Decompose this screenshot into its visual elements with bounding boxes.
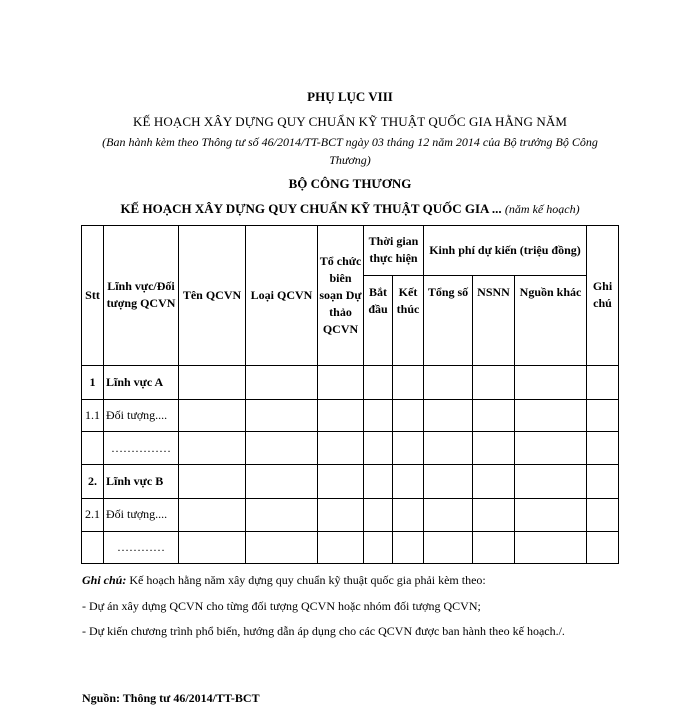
- row-field: Lĩnh vực B: [104, 464, 179, 498]
- row-field: Đối tượng....: [104, 400, 179, 432]
- header-row-1: [82, 226, 619, 276]
- row-stt: [82, 432, 104, 464]
- source-line: Nguồn: Thông tư 46/2014/TT-BCT: [82, 691, 260, 705]
- header-field: Lĩnh vực/Đối tượng QCVN: [104, 226, 179, 366]
- header-name: Tên QCVN: [179, 226, 246, 366]
- row-stt: 2.: [82, 464, 104, 498]
- plan-table: [81, 225, 619, 564]
- header-note: Ghi chú: [587, 226, 619, 366]
- table-row: [82, 432, 619, 464]
- header-org: Tổ chức biên soạn Dự thảo QCVN: [318, 226, 364, 366]
- header-other: Nguồn khác: [515, 275, 587, 365]
- row-stt: 2.1: [82, 499, 104, 531]
- plan-title: KẾ HOẠCH XÂY DỰNG QUY CHUẨN KỸ THUẬT QUỐC GIA HẰNG NĂM: [132, 114, 567, 129]
- table-row: [82, 464, 619, 498]
- header-nsnn: NSNN: [473, 275, 515, 365]
- header-end: Kết thúc: [393, 275, 424, 365]
- issued-note: (Ban hành kèm theo Thông tư số 46/2014/TT-BCT ngày 03 tháng 12 năm 2014 của Bộ trưởng Bộ Công Thương): [102, 135, 598, 167]
- header-budget: Kinh phí dự kiến (triệu đồng): [424, 226, 587, 276]
- form-title-main: KẾ HOẠCH XÂY DỰNG QUY CHUẨN KỸ THUẬT QUỐC GIA ...: [120, 201, 502, 216]
- table-row: [82, 400, 619, 432]
- row-stt: [82, 531, 104, 563]
- notes-line-1: Kế hoạch hằng năm xây dựng quy chuẩn kỹ thuật quốc gia phải kèm theo:: [129, 573, 486, 587]
- notes-label: Ghi chú:: [82, 573, 127, 587]
- ministry-name: BỘ CÔNG THƯƠNG: [288, 176, 412, 191]
- notes-intro: [82, 571, 622, 589]
- table-row: [82, 365, 619, 399]
- appendix-title: PHỤ LỤC VIII: [307, 89, 393, 104]
- notes-line-2: - Dự án xây dựng QCVN cho từng đối tượng QCVN hoặc nhóm đối tượng QCVN;: [82, 599, 481, 613]
- row-stt: 1: [82, 365, 104, 399]
- header-type: Loại QCVN: [246, 226, 318, 366]
- notes-line-3: - Dự kiến chương trình phổ biến, hướng dẫn áp dụng cho các QCVN được ban hành theo kế hoạch./.: [82, 624, 565, 638]
- table-row: [82, 531, 619, 563]
- table-row: [82, 499, 619, 531]
- form-title-suffix: (năm kế hoạch): [504, 202, 580, 216]
- row-field: ……………: [104, 432, 179, 464]
- form-title: [80, 201, 620, 217]
- row-field: Lĩnh vực A: [104, 365, 179, 399]
- header-total: Tổng số: [424, 275, 473, 365]
- row-field: Đối tượng....: [104, 499, 179, 531]
- header-time: Thời gian thực hiện: [364, 226, 424, 276]
- row-stt: 1.1: [82, 400, 104, 432]
- header-stt: Stt: [82, 226, 104, 366]
- header-start: Bắt đầu: [364, 275, 393, 365]
- row-field: …………: [104, 531, 179, 563]
